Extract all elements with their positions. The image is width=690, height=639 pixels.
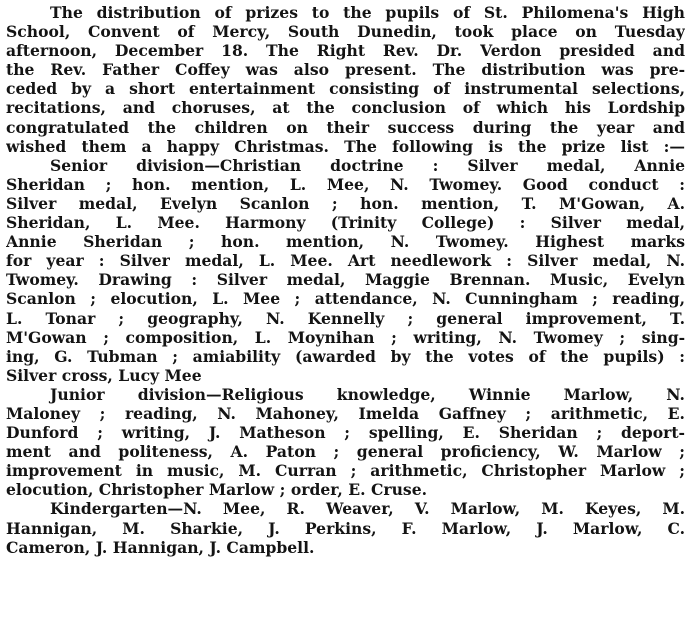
text-line: School, Convent of Mercy, South Dunedin, took place on Tuesday — [6, 22, 685, 42]
text-line: Kindergarten—N. Mee, R. Weaver, V. Marlow, M. Keyes, M. — [50, 499, 685, 519]
text-line: Junior division—Religious knowledge, Winnie Marlow, N. — [50, 384, 685, 404]
text-line: recitations, and choruses, at the conclusion of which his Lordship — [6, 98, 685, 118]
text-line: M'Gowan ; composition, L. Moynihan ; writing, N. Twomey ; sing- — [6, 327, 685, 347]
text-line: congratulated the children on their success during the year and — [6, 117, 685, 137]
text-line: ment and politeness, A. Paton ; general proficiency, W. Marlow ; — [6, 442, 685, 462]
text-line: Sheridan ; hon. mention, L. Mee, N. Twomey. Good conduct : — [6, 174, 685, 194]
text-line: wished them a happy Christmas. The following is the prize list :— — [6, 136, 685, 156]
text-line: improvement in music, M. Curran ; arithmetic, Christopher Marlow ; — [6, 461, 685, 481]
text-line: Silver cross, Lucy Mee — [6, 365, 202, 385]
kindergarten-paragraph — [6, 499, 685, 556]
text-line: Twomey. Drawing : Silver medal, Maggie Brennan. Music, Evelyn — [6, 270, 685, 290]
text-line: ing, G. Tubman ; amiability (awarded by the votes of the pupils) : — [6, 346, 685, 366]
text-line: Hannigan, M. Sharkie, J. Perkins, F. Marlow, J. Marlow, C. — [6, 518, 685, 538]
text-line: L. Tonar ; geography, N. Kennelly ; general improvement, T. — [6, 308, 685, 328]
text-line: elocution, Christopher Marlow ; order, E. Cruse. — [6, 480, 428, 500]
text-line: The distribution of prizes to the pupils of St. Philomena's High — [50, 3, 685, 22]
text-line: Sheridan, L. Mee. Harmony (Trinity College) : Silver medal, — [6, 213, 685, 233]
text-line: Senior division—Christian doctrine : Silver medal, Annie — [50, 155, 685, 175]
text-line: Dunford ; writing, J. Matheson ; spelling, E. Sheridan ; deport- — [6, 423, 685, 443]
text-line: Silver medal, Evelyn Scanlon ; hon. mention, T. M'Gowan, A. — [6, 193, 685, 213]
text-line: Cameron, J. Hannigan, J. Campbell. — [6, 537, 315, 557]
text-line: for year : Silver medal, L. Mee. Art needlework : Silver medal, N. — [6, 251, 685, 271]
text-line: Maloney ; reading, N. Mahoney, Imelda Gaffney ; arithmetic, E. — [6, 403, 685, 423]
text-line: Scanlon ; elocution, L. Mee ; attendance, N. Cunningham ; reading, — [6, 289, 685, 309]
senior-division-paragraph — [6, 156, 685, 385]
text-line: Annie Sheridan ; hon. mention, N. Twomey. Highest marks — [6, 232, 685, 252]
text-line: the Rev. Father Coffey was also present. The distribution was pre- — [6, 60, 685, 80]
junior-division-paragraph — [6, 385, 685, 500]
text-line: ceded by a short entertainment consisting of instrumental selections, — [6, 79, 685, 99]
intro-paragraph — [6, 3, 685, 156]
text-line: afternoon, December 18. The Right Rev. Dr. Verdon presided and — [6, 41, 685, 61]
